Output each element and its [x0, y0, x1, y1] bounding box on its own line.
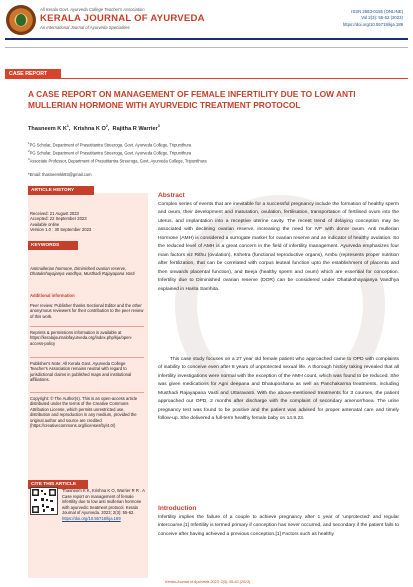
received-date: Received: 21 August 2023 [30, 211, 79, 216]
org-name: All Kerala Govt. Ayurveda College Teacher's Association [40, 7, 145, 12]
affiliation: $^1$PG Scholar, Department of Prasutitantra Streeroga, Govt. Ayurveda College, Tripunithura [28, 141, 192, 148]
author-name: Krishna K O [73, 125, 106, 132]
sidebar-divider [30, 357, 144, 358]
article-history [30, 211, 145, 233]
publisher-note: Publisher's Note: All Kerala Govt. Ayurveda College Teacher's Association remains neutral with regard to jurisdictional claims in published maps and institutional affiliations. [30, 361, 132, 383]
accepted-date: Accepted: 22 September 2023 [30, 216, 87, 222]
author-list: Thasneem K $K^1$, Krishna K $O^2$, Rajitha R Warrier$^3$ [28, 124, 160, 132]
issn: ISSN 2583-0155 (ONLINE) [351, 9, 403, 14]
citation-doi[interactable]: https://doi.org/10.55718/kja.189 [62, 515, 121, 521]
sidebar-divider [30, 326, 144, 327]
author-name: Thasneem K K [28, 125, 67, 132]
qr-code-icon [30, 487, 58, 515]
available-online: Available online [30, 221, 60, 227]
keywords: Antimullerian hormone, Diminished ovarian reserve, Dhatukshayajanya vandhya, Musthadi Rajayapana Vasti [30, 266, 135, 277]
article-history-heading: ARTICLE HISTORY [28, 186, 94, 195]
copyright-note: Copyright: © The Author(s). This is an open-access article distributed under the terms of the Creative Commons Attribution License, which permits unrestricted use, distribution and reproduction in any medium, provided the original author and source are credited (https://creativecommons.org/licenses/by/4.0/) [30, 396, 138, 429]
additional-info-heading: Additional information [30, 293, 75, 298]
doi-link[interactable]: https://doi.org/10.55718/kja.189 [342, 21, 403, 27]
journal-subtitle: An International Journal of Ayurveda Specialities [40, 25, 130, 30]
keywords-heading: KEYWORDS [28, 241, 78, 250]
article-type-rule [61, 78, 408, 79]
journal-logo [6, 5, 36, 35]
header-divider-thin [5, 47, 408, 48]
introduction-text: Infertility implies the failure of a couple to achieve pregnancy after 1 year of 'unprotected' and regular intercourse.[1] Infertility is termed primary if conception has never occurred, and secondary if the patient fails to conceive after having achieved a previous conception.[1] Factors such as healthy [158, 515, 399, 537]
issn-block [343, 9, 403, 28]
cite-heading: CITE THIS ARTICLE [28, 480, 88, 489]
header-divider [5, 38, 408, 40]
author-name: Rajitha R Warrier [112, 125, 158, 132]
journal-title: KERALA JOURNAL OF AYURVEDA [40, 13, 205, 24]
affiliation: $^2$PG Scholar, Department of Prasutitantra Streeroga, Govt. Ayurveda College, Tripunithura [28, 149, 192, 156]
abstract-para-1: Complex series of events that are inevitable for a successful pregnancy include the formation of healthy sperm and ovum, their development and maturation, ovulation, fertilisation, transportation of fertilised ovum into the uterus, and implantation into a receptive uterine cavity. The recent trend of delaying conception may be associated with declining ovarian reserve, increasing the need for IVF with donor ovum. Anti mullerian Hormone (AMH) is considered a surrogate marker for ovarian reserve and an indicator of healthy ovulation. So the reduced level of AMH is a great concern in the field of infertility management. Ayurveda emphasizes four main factors viz Rithu (ovulation), Kshetra (functional reproductive organs), Ambu (represents proper nutrition after fertilization, that can be correlated with corpus leuteal function upto the establishment of placenta and then onwards placental function), and Beeja (healthy sperm and ovum) which are essential for conception. Infertility due to Diminished ovarian reserve (DOR) can be considered under Dhatukshayajanya Vandhya explained in Harita Samhita. [158, 202, 399, 292]
sidebar-divider [30, 392, 144, 393]
volume: Vol 2(3): 55-62 (2023) [361, 15, 403, 21]
reprints-note[interactable]: Reprints & permissions information is available at https://keralajournalofayurveda.org/index.php/kja/open-access-policy [30, 330, 133, 346]
introduction-heading: Introduction [158, 505, 197, 512]
article-type-label: CASE REPORT [5, 69, 61, 79]
peer-review-note: Peer review: Publisher thanks Sectional Editor and the other anonymous reviewers for their contribution to the peer review of this work. [30, 303, 144, 319]
abstract-para-2: This case study focuses on a 27 year old female patient who approached came to OPD with complaints of inability to conceive even after 8 years of unprotected sexual life. A thorough history taking revealed that all infertility investigations were normal with the exception of the AMH count, which was found to be reduced. She was given medications for Agni deepana and Dhatuposhana as well as Panchakarma treatments, including Musthadi Rajayapana Vasti and Uttaravasti. With the above-mentioned treatments for 3 courses, the patient approached our OPD, 2 months after discharge with the complaint of secondary amenorrhoea. The urine pregnancy test was found to be positive and the patient was advised for proper antenatal care and timely follow-up. She delivered a full-term healthy female baby on 14.9.23. [158, 357, 399, 422]
affiliation: $^3$Associate Professor, Department of Prasutitantra Streeroga, Govt. Ayurveda College, Tripunithura [28, 157, 207, 164]
article-title: A CASE REPORT ON MANAGEMENT OF FEMALE INFERTILITY DUE TO LOW ANTI MULLERIAN HORMONE WITH AYURVEDIC TREATMENT PROTOCOL [28, 89, 356, 110]
citation-text: Thasneem K K, Krishna K O, Warrier R R . A Case report on management of female infertility due to low anti mullerian hormone with ayurvedic treatment protocol. Kerala Journal of Ayurveda. 2023; 2(3): 55-62. https://doi.org/10.55718/kja.189 [62, 488, 145, 521]
version: Version 1.0 : 30 September 2023 [30, 227, 92, 233]
abstract-heading: Abstract [158, 192, 185, 199]
corresponding-email[interactable]: *Email: thasneemkk93@gmail.com [28, 172, 92, 177]
page-footer: Kerala Journal of Ayurveda 2023; 2(3): 55-62 (2023) [165, 580, 251, 584]
